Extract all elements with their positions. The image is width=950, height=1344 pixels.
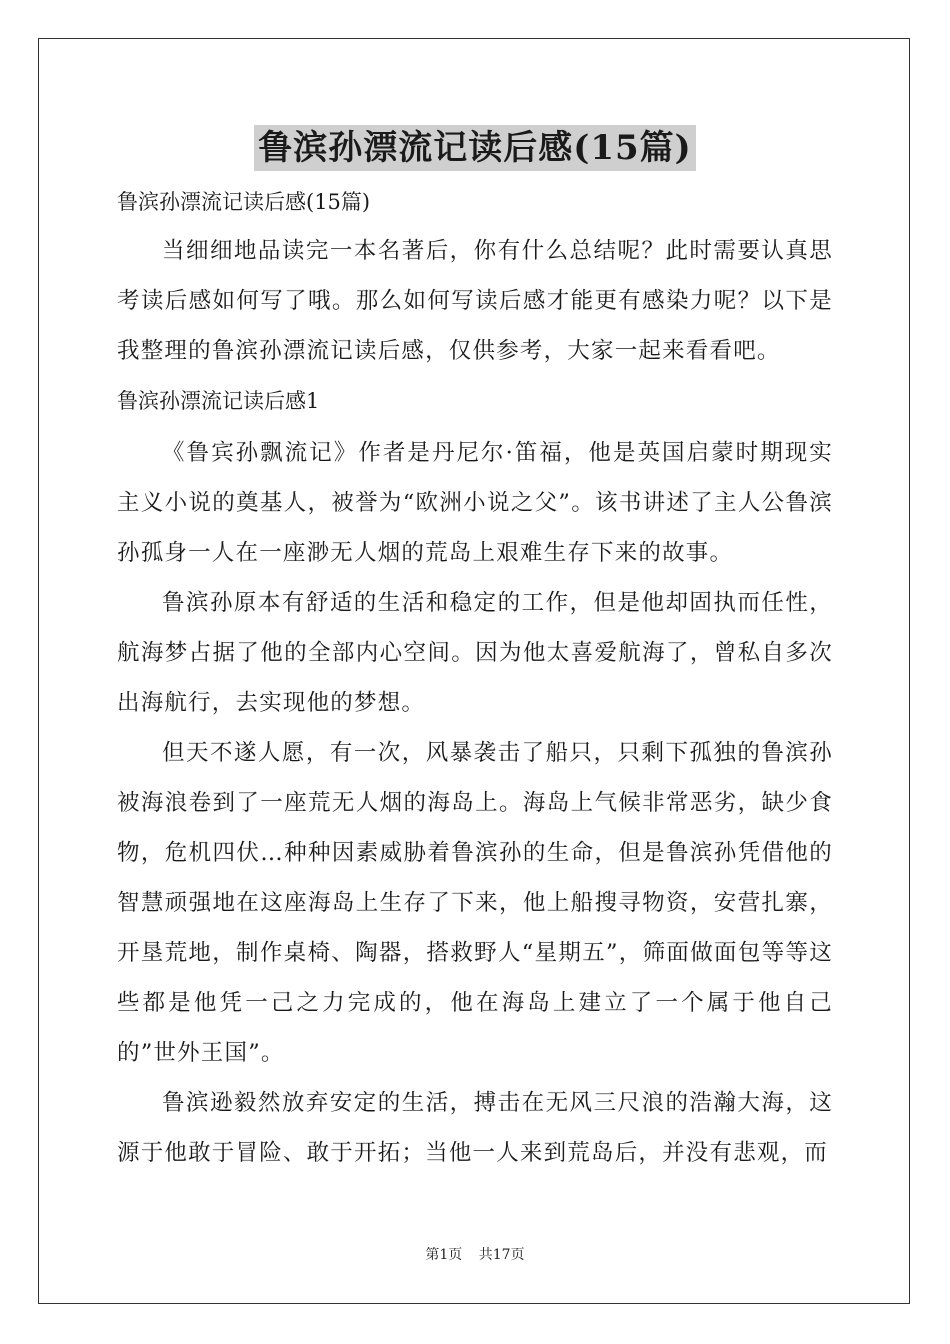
intro-paragraph: 当细细地品读完一本名著后，你有什么总结呢？此时需要认真思考读后感如何写了哦。那么如何写读后感才能更有感染力呢？以下是我整理的鲁滨孙漂流记读后感，仅供参考，大家一起来看看吧。	[117, 238, 833, 364]
document-subtitle: 鲁滨孙漂流记读后感(15篇)	[117, 190, 371, 214]
body-paragraph: 鲁滨逊毅然放弃安定的生活，搏击在无风三尺浪的浩瀚大海，这源于他敢于冒险、敢于开拓；当他一人来到荒岛后，并没有悲观，而	[117, 1090, 833, 1166]
title-container	[0, 125, 950, 171]
page-number: 第1页	[425, 1247, 463, 1263]
body-paragraph: 鲁滨孙原本有舒适的生活和稳定的工作，但是他却固执而任性，航海梦占据了他的全部内心空间。因为他太喜爱航海了，曾私自多次出海航行，去实现他的梦想。	[117, 590, 833, 716]
total-pages: 共17页	[478, 1247, 525, 1263]
body-paragraph: 《鲁宾孙飘流记》作者是丹尼尔·笛福，他是英国启蒙时期现实主义小说的奠基人，被誉为“欧洲小说之父”。该书讲述了主人公鲁滨孙孤身一人在一座渺无人烟的荒岛上艰难生存下来的故事。	[117, 440, 833, 566]
section-heading: 鲁滨孙漂流记读后感1	[117, 389, 320, 413]
body-paragraph: 但天不遂人愿，有一次，风暴袭击了船只，只剩下孤独的鲁滨孙被海浪卷到了一座荒无人烟的海岛上。海岛上气候非常恶劣，缺少食物，危机四伏…种种因素威胁着鲁滨孙的生命，但是鲁滨孙凭借他的智慧顽强地在这座海岛上生存了下来，他上船搜寻物资，安营扎寨，开垦荒地，制作桌椅、陶器，搭救野人“星期五”，筛面做面包等等这些都是他凭一己之力完成的，他在海岛上建立了一个属于他自己的”世外王国”。	[117, 740, 833, 1066]
document-body	[117, 180, 833, 1178]
document-title: 鲁滨孙漂流记读后感(15篇)	[254, 125, 696, 171]
page-footer	[0, 1244, 950, 1264]
